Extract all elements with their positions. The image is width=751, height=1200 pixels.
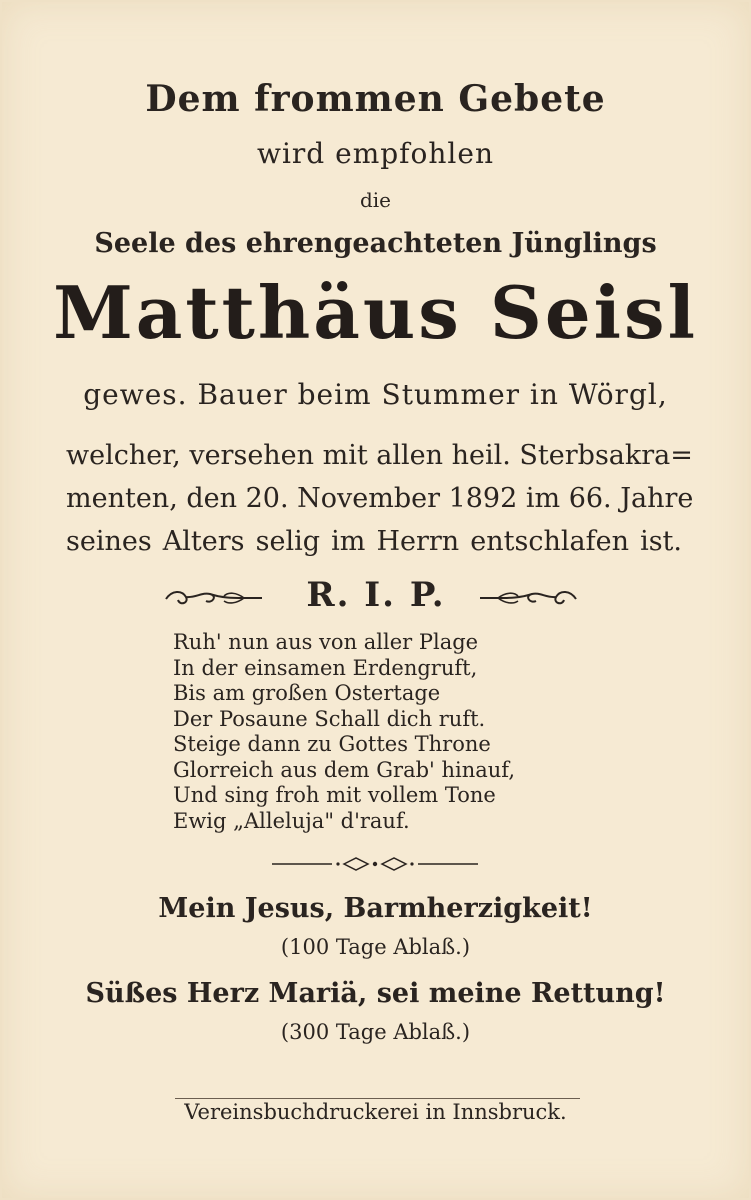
indulgence-note-2: (300 Tage Ablaß.) xyxy=(280,1020,471,1044)
printer-imprint: Vereinsbuchdruckerei in Innsbruck. xyxy=(184,1100,567,1124)
printer-rule xyxy=(175,1098,580,1099)
poem-line: Glorreich aus dem Grab' hinauf, xyxy=(173,757,516,782)
poem-line: Und sing froh mit vollem Tone xyxy=(173,783,496,807)
poem-line: In der einsamen Erdengruft, xyxy=(173,655,478,680)
soul-line: Seele des ehrengeachteten Jünglings xyxy=(94,228,657,259)
card-heading: Dem frommen Gebete xyxy=(145,78,606,120)
rip-text: R. I. P. xyxy=(306,575,446,615)
poem-line: Steige dann zu Gottes Throne xyxy=(173,732,491,756)
body-line-3: seines Alters selig im Herrn entschlafen ist. xyxy=(66,526,682,557)
body-line-1: welcher, versehen mit allen heil. Sterbsakra= xyxy=(66,440,693,471)
card-subheading: wird empfohlen xyxy=(257,137,494,170)
poem-line: Ewig „Alleluja" d'rauf. xyxy=(173,808,410,833)
poem xyxy=(173,630,515,834)
prayer-line-2: Süßes Herz Mariä, sei meine Rettung! xyxy=(85,978,666,1009)
occupation-line: gewes. Bauer beim Stummer in Wörgl, xyxy=(83,378,668,411)
prayer-line-1: Mein Jesus, Barmherzigkeit! xyxy=(158,893,593,924)
card-article: die xyxy=(359,188,392,212)
poem-line: Bis am großen Ostertage xyxy=(173,681,441,705)
diamond-ornament-icon xyxy=(270,852,480,876)
scroll-flourish-icon xyxy=(162,584,272,614)
poem-line: Ruh' nun aus von aller Plage xyxy=(173,630,479,654)
deceased-name: Matthäus Seisl xyxy=(53,270,698,355)
poem-line: Der Posaune Schall dich ruft. xyxy=(173,706,486,731)
scroll-flourish-icon xyxy=(470,584,580,614)
body-line-2: menten, den 20. November 1892 im 66. Jahre xyxy=(66,483,694,514)
indulgence-note-1: (100 Tage Ablaß.) xyxy=(280,935,471,959)
